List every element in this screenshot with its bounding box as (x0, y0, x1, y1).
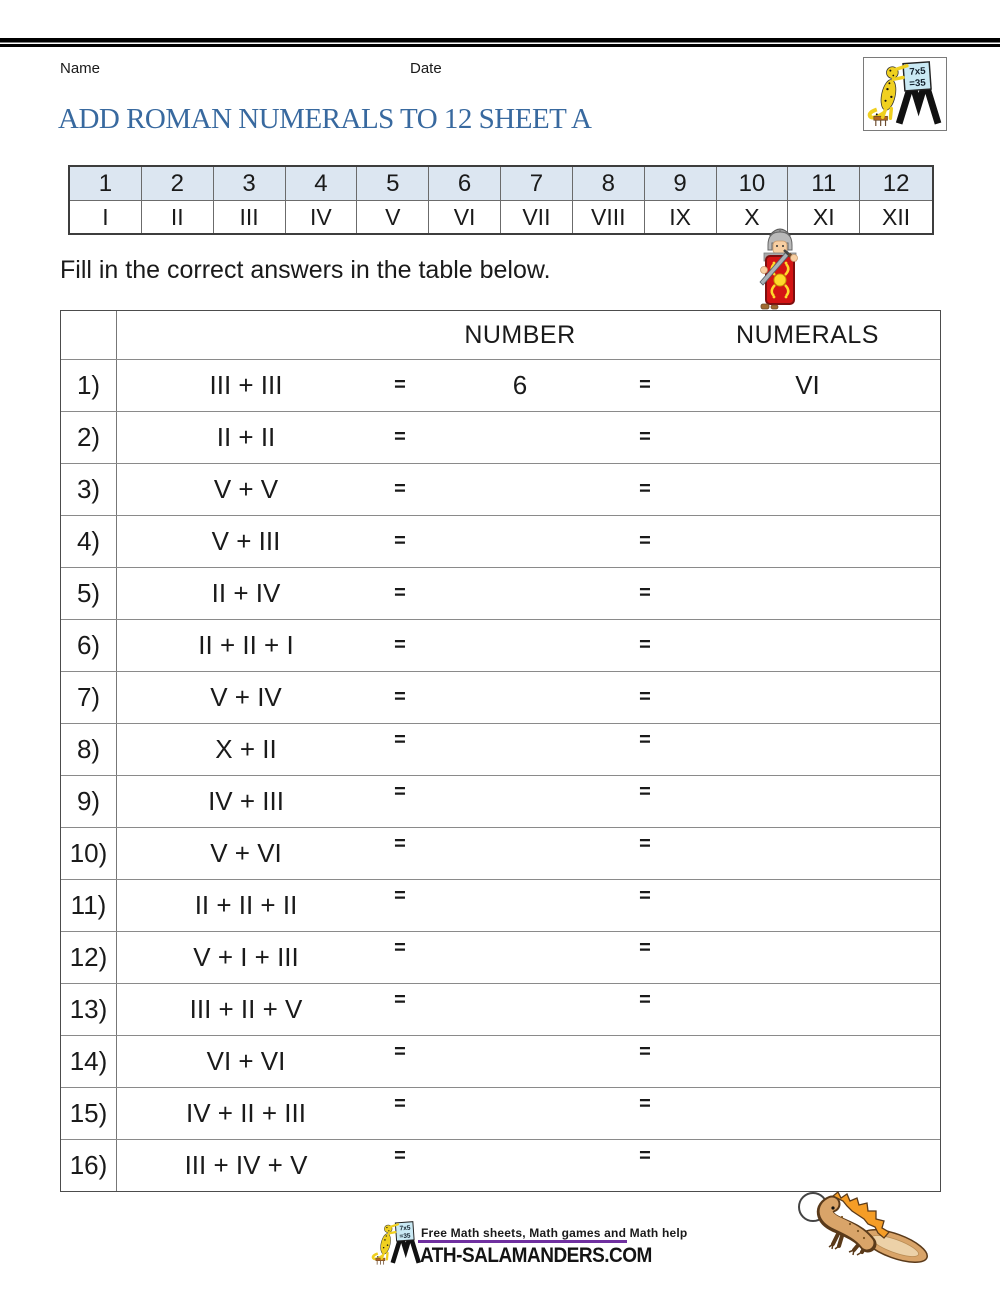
numerals-answer-cell[interactable] (675, 1036, 940, 1087)
roman-expression: II + IV (211, 578, 281, 608)
reference-numeral-cell: XI (788, 201, 860, 233)
table-row (61, 931, 940, 983)
equals-sign: = (394, 833, 406, 855)
reference-numeral-cell: I (70, 201, 142, 233)
roman-numerals-reference-table (68, 165, 934, 235)
equals-sign: = (639, 781, 651, 803)
table-row (61, 671, 940, 723)
reference-number-cell: 5 (357, 167, 429, 200)
numerals-answer-cell[interactable] (675, 1140, 940, 1191)
table-row (61, 1139, 940, 1191)
numerals-answer-cell[interactable] (675, 568, 940, 619)
instruction-text: Fill in the correct answers in the table below. (60, 256, 551, 284)
roman-expression: V + III (211, 526, 281, 556)
numerals-answer-cell[interactable] (675, 828, 940, 879)
equals-sign: = (394, 1093, 406, 1115)
roman-expression: II + II (216, 422, 276, 452)
reference-number-cell: 1 (70, 167, 142, 200)
numerals-answer-cell[interactable] (675, 516, 940, 567)
number-answer-cell[interactable] (425, 932, 615, 983)
reference-numeral-cell: IX (645, 201, 717, 233)
equals-sign: = (394, 937, 406, 959)
row-number-label: 3) (61, 464, 117, 515)
worksheet-table (60, 310, 941, 1192)
roman-expression: II + II + II (194, 890, 298, 920)
roman-expression: VI + VI (206, 1046, 286, 1076)
numerals-answer-cell[interactable] (675, 724, 940, 775)
row-number-label: 1) (61, 360, 117, 411)
roman-expression: V + V (213, 474, 279, 504)
equals-sign: = (639, 1145, 651, 1167)
equals-sign: = (394, 426, 406, 448)
table-row (61, 983, 940, 1035)
roman-expression: III + III (209, 370, 283, 400)
footer-purple-rule (418, 1240, 627, 1243)
number-answer-cell[interactable] (425, 984, 615, 1035)
number-answer-cell[interactable] (425, 464, 615, 515)
header-spacer (117, 311, 375, 359)
reference-numeral-cell: VIII (573, 201, 645, 233)
roman-expression: IV + II + III (186, 1098, 306, 1128)
roman-expression: X + II (215, 734, 277, 764)
footer-salamander-easel-icon (370, 1219, 422, 1266)
number-answer-cell[interactable] (425, 620, 615, 671)
roman-expression: III + IV + V (184, 1150, 308, 1180)
row-number-label: 15) (61, 1088, 117, 1139)
reference-numbers-row (70, 167, 932, 200)
header-corner-cell (61, 311, 117, 359)
row-number-label: 14) (61, 1036, 117, 1087)
row-number-label: 6) (61, 620, 117, 671)
numerals-answer-cell[interactable] (675, 880, 940, 931)
table-row (61, 879, 940, 931)
number-answer-cell[interactable] (425, 516, 615, 567)
equals-sign: = (639, 989, 651, 1011)
roman-expression: V + VI (210, 838, 282, 868)
salamander-easel-logo-icon (864, 58, 944, 128)
number-column-header: NUMBER (464, 320, 576, 349)
number-answer-cell[interactable] (425, 412, 615, 463)
equals-sign: = (394, 1145, 406, 1167)
number-answer-cell[interactable]: 6 (512, 370, 528, 400)
equals-sign: = (394, 686, 406, 708)
equals-sign: = (639, 686, 651, 708)
date-label: Date (410, 60, 442, 77)
number-answer-cell[interactable] (425, 568, 615, 619)
reference-numeral-cell: III (214, 201, 286, 233)
table-row (61, 515, 940, 567)
equals-sign: = (394, 478, 406, 500)
numerals-answer-cell[interactable] (675, 620, 940, 671)
header-spacer (375, 311, 425, 359)
top-divider-bar (0, 38, 1000, 47)
worksheet-header-row (61, 311, 940, 359)
equals-sign: = (639, 582, 651, 604)
row-number-label: 13) (61, 984, 117, 1035)
roman-expression: V + I + III (193, 942, 299, 972)
reference-number-cell: 3 (214, 167, 286, 200)
numerals-answer-cell[interactable] (675, 984, 940, 1035)
table-row (61, 567, 940, 619)
equals-sign: = (639, 634, 651, 656)
reference-number-cell: 12 (882, 169, 910, 197)
equals-sign: = (639, 478, 651, 500)
equals-sign: = (394, 885, 406, 907)
equals-sign: = (394, 582, 406, 604)
reference-number-cell: 11 (788, 167, 860, 200)
equals-sign: = (639, 729, 651, 751)
number-answer-cell[interactable] (425, 1036, 615, 1087)
reference-numeral-cell: II (142, 201, 214, 233)
numerals-answer-cell[interactable] (675, 932, 940, 983)
numerals-answer-cell[interactable] (675, 776, 940, 827)
table-row (61, 463, 940, 515)
equals-sign: = (394, 989, 406, 1011)
main-table-body (61, 359, 940, 1191)
number-answer-cell[interactable] (425, 1140, 615, 1191)
number-answer-cell[interactable] (425, 672, 615, 723)
reference-numeral-cell: IV (286, 201, 358, 233)
reference-numeral-cell: VI (429, 201, 501, 233)
reference-numeral-cell: V (357, 201, 429, 233)
reference-numeral-cell: X (717, 201, 789, 233)
footer-site-name: ATH-SALAMANDERS.COM (420, 1244, 652, 1268)
equals-sign: = (639, 1041, 651, 1063)
table-row (61, 827, 940, 879)
table-row (61, 619, 940, 671)
reference-number-cell: 7 (501, 167, 573, 200)
number-answer-cell[interactable] (425, 828, 615, 879)
header-spacer (615, 311, 675, 359)
equals-sign: = (639, 426, 651, 448)
equals-sign: = (639, 530, 651, 552)
row-number-label: 8) (61, 724, 117, 775)
equals-sign: = (639, 833, 651, 855)
row-number-label: 9) (61, 776, 117, 827)
table-row (61, 723, 940, 775)
equals-sign: = (394, 634, 406, 656)
footer-tagline: Free Math sheets, Math games and Math help (421, 1226, 688, 1240)
equals-sign: = (394, 374, 406, 396)
name-label: Name (60, 60, 101, 77)
salamander-magnifier-icon (792, 1186, 937, 1270)
table-row (61, 359, 940, 411)
equals-sign: = (639, 1093, 651, 1115)
reference-numeral-cell: XII (882, 203, 911, 230)
table-row (61, 1087, 940, 1139)
equals-sign: = (639, 937, 651, 959)
table-row (61, 1035, 940, 1087)
row-number-label: 11) (61, 880, 117, 931)
reference-number-cell: 2 (142, 167, 214, 200)
equals-sign: = (394, 729, 406, 751)
reference-numeral-cell: VII (501, 201, 573, 233)
numerals-answer-cell[interactable] (675, 1088, 940, 1139)
table-row (61, 775, 940, 827)
roman-expression: V + IV (210, 682, 282, 712)
site-logo (863, 57, 947, 131)
row-number-label: 16) (61, 1140, 117, 1191)
row-number-label: 7) (61, 672, 117, 723)
equals-sign: = (639, 885, 651, 907)
equals-sign: = (394, 781, 406, 803)
numerals-column-header: NUMERALS (736, 320, 879, 349)
numerals-answer-cell[interactable]: VI (795, 370, 820, 400)
number-answer-cell[interactable] (425, 1088, 615, 1139)
reference-number-cell: 8 (573, 167, 645, 200)
number-answer-cell[interactable] (425, 880, 615, 931)
numerals-answer-cell[interactable] (675, 672, 940, 723)
roman-expression: III + II + V (189, 994, 303, 1024)
numerals-answer-cell[interactable] (675, 464, 940, 515)
row-number-label: 4) (61, 516, 117, 567)
reference-number-cell: 10 (717, 167, 789, 200)
table-row (61, 411, 940, 463)
roman-expression: II + II + I (198, 630, 294, 660)
row-number-label: 12) (61, 932, 117, 983)
reference-number-cell: 6 (429, 167, 501, 200)
equals-sign: = (639, 374, 651, 396)
reference-number-cell: 4 (286, 167, 358, 200)
equals-sign: = (394, 1041, 406, 1063)
reference-number-cell: 9 (645, 167, 717, 200)
row-number-label: 10) (61, 828, 117, 879)
row-number-label: 5) (61, 568, 117, 619)
number-answer-cell[interactable] (425, 724, 615, 775)
roman-expression: IV + III (208, 786, 284, 816)
roman-soldier-icon (749, 226, 811, 312)
number-answer-cell[interactable] (425, 776, 615, 827)
page-title: ADD ROMAN NUMERALS TO 12 SHEET A (58, 103, 592, 135)
numerals-answer-cell[interactable] (675, 412, 940, 463)
equals-sign: = (394, 530, 406, 552)
row-number-label: 2) (61, 412, 117, 463)
